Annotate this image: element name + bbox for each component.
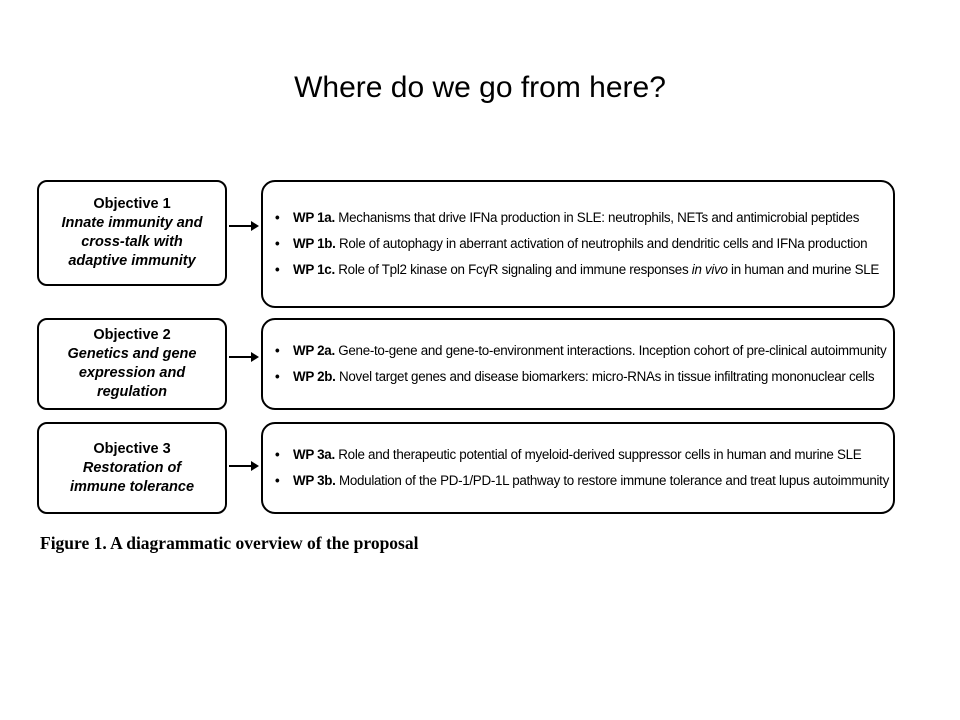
bullet-icon: • [275, 210, 280, 225]
work-package-item: • WP 1c. Role of Tpl2 kinase on FcγR signaling and immune responses in vivo in human and murine SLE [275, 257, 893, 283]
bullet-icon: • [275, 343, 280, 358]
bullet-icon: • [275, 447, 280, 462]
bullet-icon: • [275, 369, 280, 384]
work-package-item: • WP 3b. Modulation of the PD-1/PD-1L pathway to restore immune tolerance and treat lupus autoimmunity [275, 468, 893, 494]
objective-2-box [37, 318, 227, 410]
figure-caption: Figure 1. A diagrammatic overview of the proposal [40, 533, 419, 553]
objective-heading: Objective 2 [93, 327, 171, 343]
objective-description: Innate immunity and cross-talk with adaptive immunity [61, 215, 203, 269]
arrow-right-icon [229, 350, 259, 364]
work-package-item: • WP 1a. Mechanisms that drive IFNa production in SLE: neutrophils, NETs and antimicrobial peptides [275, 205, 893, 231]
objective-1-work-packages [261, 180, 895, 308]
bullet-icon: • [275, 262, 280, 277]
objective-description: Restoration of immune tolerance [69, 459, 195, 495]
work-package-item: • WP 1b. Role of autophagy in aberrant activation of neutrophils and dendritic cells and IFNa production [275, 231, 893, 257]
arrow-right-icon [229, 459, 259, 473]
work-package-item: • WP 2a. Gene-to-gene and gene-to-environment interactions. Inception cohort of pre-clinical autoimmunity [275, 338, 893, 364]
work-package-item: • WP 2b. Novel target genes and disease biomarkers: micro-RNAs in tissue infiltrating mononuclear cells [275, 364, 893, 390]
objective-2-work-packages [261, 318, 895, 410]
slide-title: Where do we go from here? [294, 71, 666, 104]
objective-heading: Objective 1 [93, 196, 171, 212]
bullet-icon: • [275, 473, 280, 488]
objective-3-box [37, 422, 227, 514]
work-package-item: • WP 3a. Role and therapeutic potential of myeloid-derived suppressor cells in human and murine SLE [275, 442, 893, 468]
arrow-right-icon [229, 219, 259, 233]
objective-1-box [37, 180, 227, 286]
objective-description: Genetics and gene expression and regulation [67, 346, 197, 400]
objective-3-work-packages [261, 422, 895, 514]
objective-heading: Objective 3 [93, 440, 171, 457]
bullet-icon: • [275, 236, 280, 251]
